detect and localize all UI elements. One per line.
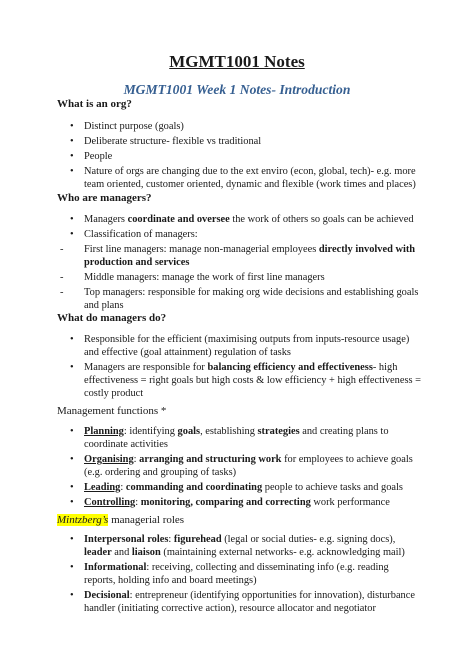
emphasis-text: goals [177, 426, 201, 437]
emphasis-text: balancing efficiency and effectiveness [207, 362, 373, 373]
item-text: and [111, 547, 132, 558]
list-item [57, 496, 421, 509]
list-item [57, 286, 421, 312]
section-heading-what-do-managers-do: What do managers do? [57, 312, 167, 324]
item-text: the work of others so goals can be achieved [229, 214, 414, 225]
item-text: Classification of managers: [84, 229, 198, 240]
item-text: : entrepreneur (identifying opportunities for innovation), disturbance handler (initiating corrective action), resource allocator and negotiator [84, 590, 415, 614]
list-item [57, 135, 421, 148]
section-list-what-do-managers-do [57, 333, 421, 402]
emphasis-text: Organising [84, 454, 134, 465]
list-item [57, 228, 421, 241]
emphasis-text: coordinate and oversee [127, 214, 230, 225]
emphasis-text: Planning [84, 426, 124, 437]
item-text: Responsible for the efficient (maximising outputs from inputs-resource usage) and effective (goal attainment) regulation of tasks [84, 334, 410, 358]
item-text: (legal or social duties- e.g. signing docs), [221, 534, 396, 545]
list-item [57, 150, 421, 163]
emphasis-text: Leading [84, 482, 121, 493]
list-item [57, 533, 421, 559]
emphasis-text: leader [84, 547, 112, 558]
list-item [57, 213, 421, 226]
list-item [57, 589, 421, 615]
emphasis-text: Informational [84, 562, 147, 573]
item-text: : [168, 534, 174, 545]
list-item [57, 271, 421, 284]
list-item [57, 453, 421, 479]
emphasis-text: directly involved with production and services [84, 244, 416, 268]
section-list-what-is-an-org [57, 120, 421, 193]
item-text: Middle managers: manage the work of first line managers [84, 272, 325, 283]
item-text: - high effectiveness = right goals but high costs & low efficiency + high effectiveness = costly product [84, 362, 422, 399]
list-item [57, 481, 421, 494]
heading-rest-text: managerial roles [108, 514, 185, 526]
item-text: Deliberate structure- flexible vs traditional [84, 136, 262, 147]
emphasis-text: arranging and structuring work [139, 454, 282, 465]
list-item [57, 361, 421, 400]
list-item [57, 243, 421, 269]
page-subtitle: MGMT1001 Week 1 Notes- Introduction [123, 82, 351, 97]
item-text: and creating plans to coordinate activities [84, 426, 389, 450]
list-item [57, 333, 421, 359]
item-text: People [84, 151, 113, 162]
item-text: : [135, 497, 141, 508]
highlighted-text: Mintzberg’s [57, 514, 109, 526]
item-text: Distinct purpose (goals) [84, 121, 184, 132]
section-list-management-functions [57, 425, 421, 511]
item-text: Managers [84, 214, 128, 225]
emphasis-text: monitoring, comparing and correcting [140, 497, 311, 508]
emphasis-text: Decisional [84, 590, 130, 601]
item-text: : [133, 454, 140, 465]
item-text: people to achieve tasks and goals [262, 482, 403, 493]
section-heading-management-functions: Management functions * [57, 405, 167, 417]
section-list-who-are-managers [57, 213, 421, 314]
item-text: (maintaining external networks- e.g. acknowledging mail) [160, 547, 405, 558]
emphasis-text: strategies [257, 426, 300, 437]
item-text: : identifying [123, 426, 178, 437]
emphasis-text: figurehead [173, 534, 222, 545]
item-text: : receiving, collecting and disseminating info (e.g. reading reports, holding info and board meetings) [84, 562, 389, 586]
list-item [57, 425, 421, 451]
emphasis-text: Controlling [84, 497, 136, 508]
item-text: Nature of orgs are changing due to the ext enviro (econ, global, tech)- e.g. more team oriented, customer oriented, dynamic and flexible (work times and places) [84, 166, 416, 190]
list-item [57, 165, 421, 191]
page-title: MGMT1001 Notes [169, 52, 305, 71]
item-text: First line managers: manage non-managerial employees [84, 244, 319, 255]
item-text: , establishing [200, 426, 258, 437]
item-text: Managers are responsible for [84, 362, 208, 373]
item-text: for employees to achieve goals (e.g. ordering and grouping of tasks) [84, 454, 413, 478]
emphasis-text: commanding and coordinating [125, 482, 263, 493]
list-item [57, 120, 421, 133]
list-item [57, 561, 421, 587]
section-list-mintzberg-roles [57, 533, 421, 617]
emphasis-text: Interpersonal roles [84, 534, 169, 545]
emphasis-text: liaison [131, 547, 161, 558]
section-heading-mintzberg-roles [57, 514, 184, 526]
section-heading-who-are-managers: Who are managers? [57, 192, 152, 204]
item-text: Top managers: responsible for making org wide decisions and establishing goals and plans [84, 287, 419, 311]
section-heading-what-is-an-org: What is an org? [57, 98, 132, 110]
item-text: : [120, 482, 126, 493]
item-text: work performance [310, 497, 390, 508]
